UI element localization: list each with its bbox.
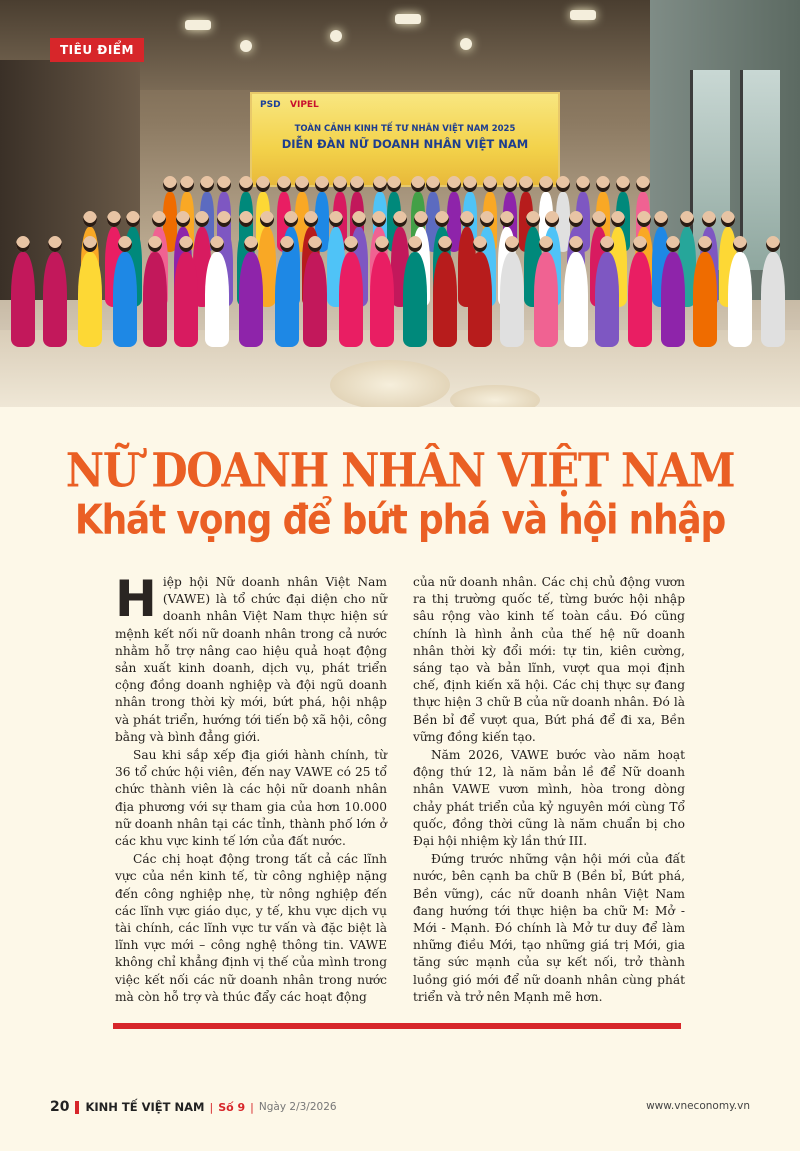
attendee-figure [403, 252, 427, 347]
attendee-figure [11, 252, 35, 347]
round-table [450, 385, 540, 407]
issue-date: Ngày 2/3/2026 [258, 1101, 337, 1113]
attendee-figure [339, 252, 363, 347]
attendee-head [375, 236, 389, 252]
event-backdrop [250, 92, 560, 187]
attendee-head [611, 211, 625, 227]
backdrop-logo-vipel: VIPEL [290, 100, 319, 110]
attendee-figure [595, 252, 619, 347]
attendee-head [411, 176, 425, 192]
attendee-head [256, 176, 270, 192]
ceiling-light [395, 14, 421, 24]
attendee-head [217, 211, 231, 227]
backdrop-title: DIỄN ĐÀN NỮ DOANH NHÂN VIỆT NAM [281, 137, 529, 151]
attendee-head [333, 176, 347, 192]
article-paragraph: Năm 2026, VAWE bước vào năm hoạt động thứ 12, là năm bản lề để Nữ doanh nhân VAWE vươn mình, hòa trong dòng chảy phát triển của kỷ nguyên mới cùng Tổ quốc, đồng thời cũng là năm chuẩn bị cho Đại hội nhiệm kỳ lần thứ III. [413, 748, 685, 849]
article-paragraph: của nữ doanh nhân. Các chị chủ động vươn ra thị trường quốc tế, từng bước hội nhập sâu rộng vào kinh tế toàn cầu. Đó cũng chính là hình ảnh của thế hệ nữ doanh nhân thời kỳ đổi mới: tự tin, kiên cường, sáng tạo và bản lĩnh, vượt qua mọi định chế, định kiến xã hội. Các chị thực sự đang thực hiện 3 chữ B của nữ doanh nhân. Đó là Bền bỉ để vượt qua, Bứt phá để đi xa, Bền vững đồng kiến tạo. [413, 575, 685, 744]
attendee-figure [113, 252, 137, 347]
attendee-head [304, 211, 318, 227]
attendee-figure [205, 252, 229, 347]
attendee-head [152, 211, 166, 227]
attendee-figure [468, 252, 492, 347]
attendee-head [766, 236, 780, 252]
attendee-head [277, 176, 291, 192]
attendee-head [480, 211, 494, 227]
attendee-head [373, 176, 387, 192]
attendee-head [195, 211, 209, 227]
attendee-head [556, 176, 570, 192]
ceiling-light [330, 30, 342, 42]
attendee-head [460, 211, 474, 227]
attendee-head [344, 236, 358, 252]
attendee-head [463, 176, 477, 192]
article-end-rule [113, 1023, 681, 1029]
headline-sub: Khát vọng để bứt phá và hội nhập [74, 496, 726, 545]
attendee-head [48, 236, 62, 252]
attendee-head [239, 211, 253, 227]
attendee-head [526, 211, 540, 227]
ceiling-light [240, 40, 252, 52]
headline-main: NỮ DOANH NHÂN VIỆT NAM [65, 443, 735, 498]
attendee-head [519, 176, 533, 192]
attendee-head [387, 176, 401, 192]
attendee-head [352, 211, 366, 227]
attendee-figure [564, 252, 588, 347]
attendee-head [118, 236, 132, 252]
attendee-head [633, 236, 647, 252]
attendee-head [295, 176, 309, 192]
attendee-head [500, 211, 514, 227]
attendee-head [545, 211, 559, 227]
article-column-left [115, 570, 387, 1007]
issue-number: Số 9 [218, 1100, 246, 1114]
attendee-head [83, 211, 97, 227]
article-paragraph: Sau khi sắp xếp địa giới hành chính, từ 36 tổ chức hội viên, đến nay VAWE có 25 tổ chức thành viên là các hội nữ doanh nhân địa phương với sự tham gia của hơn 10.000 nữ doanh nhân tại các tỉnh, thành phố lớn ở các khu vực kinh tế lớn của đất nước. [115, 748, 387, 849]
backdrop-subtitle: TOÀN CẢNH KINH TẾ TƯ NHÂN VIỆT NAM 2025 [294, 124, 516, 134]
footer-separator: | [250, 1100, 254, 1114]
attendee-figure [761, 252, 785, 347]
attendee-head [698, 236, 712, 252]
attendee-head [180, 176, 194, 192]
attendee-head [107, 211, 121, 227]
page-number: 20 [50, 1099, 70, 1115]
attendee-figure [78, 252, 102, 347]
attendee-head [596, 176, 610, 192]
attendee-head [163, 176, 177, 192]
attendee-head [426, 176, 440, 192]
attendee-head [483, 176, 497, 192]
attendee-head [592, 211, 606, 227]
attendee-head [569, 211, 583, 227]
article-paragraph: Đứng trước những vận hội mới của đất nước, bên cạnh ba chữ B (Bền bỉ, Bứt phá, Bền vững), các nữ doanh nhân Việt Nam đang hướng tới thực hiện ba chữ M: Mở - Mới - Mạnh. Đó chính là Mở tư duy để làm những điều Mới, tạo những giá trị Mới, gia tăng sức mạnh của sự kết nối, trở thành luồng gió mới để nữ doanh nhân cùng phát triển và trở nên Mạnh mẽ hơn. [413, 852, 685, 1004]
attendee-head [733, 236, 747, 252]
attendee-head [447, 176, 461, 192]
attendee-figure [174, 252, 198, 347]
attendee-head [503, 176, 517, 192]
attendee-figure [143, 252, 167, 347]
backdrop-logo-psd: PSD [260, 100, 281, 110]
attendee-head [244, 236, 258, 252]
paragraph-text: iệp hội Nữ doanh nhân Việt Nam (VAWE) là tổ chức đại diện cho nữ doanh nhân Việt Nam thực hiện sứ mệnh kết nối nữ doanh nhân trong cả nước nhằm hỗ trợ nâng cao hiệu quả hoạt động sản xuất kinh doanh, dịch vụ, phát triển cộng đồng doanh nghiệp và đội ngũ doanh nhân trong thời kỳ mới, bứt phá, hội nhập và phát triển, hướng tới tiến bộ xã hội, công bằng và bình đẳng giới. [115, 575, 387, 744]
attendee-head [200, 176, 214, 192]
attendee-figure [275, 252, 299, 347]
attendee-figure [303, 252, 327, 347]
attendee-head [702, 211, 716, 227]
page-footer [50, 1098, 337, 1116]
article-paragraph: Các chị hoạt động trong tất cả các lĩnh vực của nền kinh tế, từ công nghiệp nặng đến công nghiệp nhẹ, từ nông nghiệp đến các lĩnh vực giáo dục, y tế, khu vực dịch vụ tài chính, các lĩnh vực tư vấn và đặc biệt là lĩnh vực mới – công nghệ thông tin. VAWE không chỉ khẳng định vị thế của mình trong việc kết nối các nữ doanh nhân trong nước mà còn hỗ trợ và thúc đẩy các hoạt động [115, 852, 387, 1004]
attendee-figure [433, 252, 457, 347]
article-column-right [413, 574, 685, 1007]
article-paragraph [115, 570, 387, 746]
attendee-head [569, 236, 583, 252]
footer-separator: | [209, 1100, 214, 1114]
footer-bar [75, 1101, 79, 1114]
attendee-figure [728, 252, 752, 347]
attendee-figure [534, 252, 558, 347]
website-link[interactable]: www.vneconomy.vn [646, 1100, 750, 1112]
round-table [330, 360, 450, 407]
attendee-figure [370, 252, 394, 347]
attendee-head [408, 236, 422, 252]
attendee-head [260, 211, 274, 227]
attendee-figure [661, 252, 685, 347]
attendee-head [576, 176, 590, 192]
attendee-head [16, 236, 30, 252]
attendee-head [315, 176, 329, 192]
section-tag: TIÊU ĐIỂM [50, 38, 144, 62]
ceiling-light [185, 20, 211, 30]
attendee-head [350, 176, 364, 192]
attendee-figure [239, 252, 263, 347]
attendee-figure [43, 252, 67, 347]
attendee-figure [628, 252, 652, 347]
attendee-figure [693, 252, 717, 347]
attendee-head [280, 236, 294, 252]
ceiling-light [460, 38, 472, 50]
attendee-head [539, 176, 553, 192]
attendee-head [636, 176, 650, 192]
attendee-head [414, 211, 428, 227]
ceiling-light [570, 10, 596, 20]
attendee-head [666, 236, 680, 252]
attendee-head [217, 176, 231, 192]
attendee-head [473, 236, 487, 252]
attendee-head [438, 236, 452, 252]
attendee-head [393, 211, 407, 227]
attendee-figure [500, 252, 524, 347]
attendee-head [239, 176, 253, 192]
attendee-head [148, 236, 162, 252]
attendee-head [176, 211, 190, 227]
attendee-head [616, 176, 630, 192]
attendee-head [505, 236, 519, 252]
magazine-name: KINH TẾ VIỆT NAM [85, 1100, 205, 1114]
drop-cap: H [115, 570, 157, 628]
